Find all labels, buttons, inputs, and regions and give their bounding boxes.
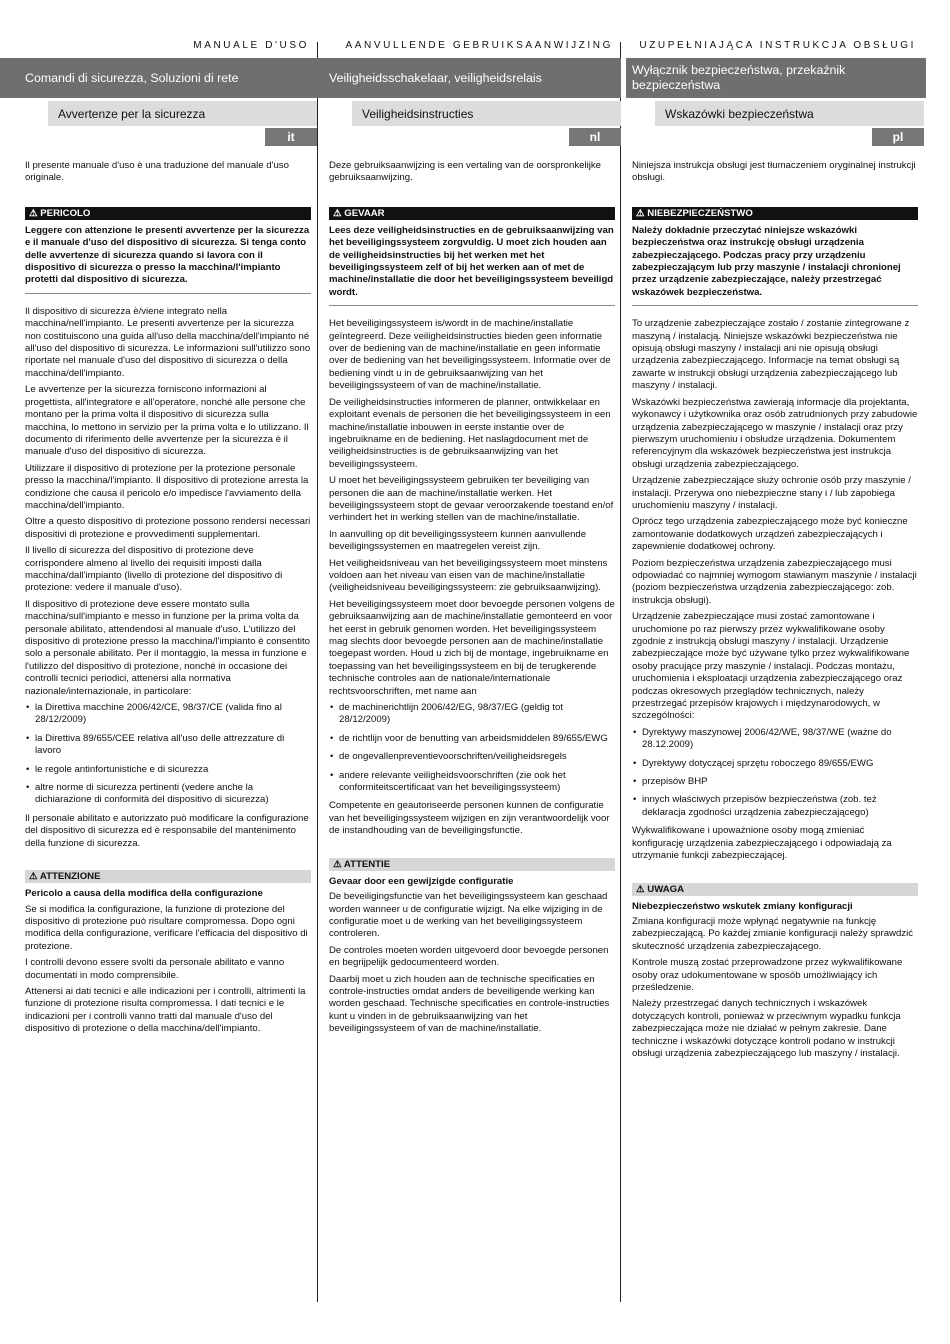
section-subtitle: Wskazówki bezpieczeństwa	[655, 101, 924, 126]
caution-box	[329, 858, 615, 1036]
caution-paragraph: De beveiligingsfunctie van het beveiligingssysteem kan geschaad worden wanneer u de configuratie wijzigt. Na elke wijziging in de configuratie moet u de werking van het beveiligingssysteem controleren.	[329, 891, 608, 940]
caution-title: Pericolo a causa della modifica della configurazione	[25, 888, 263, 900]
danger-label: ⚠ NIEBEZPIECZEŃSTWO	[632, 207, 918, 220]
regulation-list	[25, 702, 311, 807]
list-item: • Dyrektywy dotyczącej sprzętu roboczego 89/655/EWG	[632, 758, 918, 770]
after-text: Competente en geautoriseerde personen kunnen de configuratie van het beveiligingssysteem wijzigen en zijn verantwoordelijk voor de instandhouding van de beveiligingsfunctie.	[329, 800, 610, 837]
caution-paragraph: De controles moeten worden uitgevoerd door bevoegde personen en begrijpelijk gedocumenteerd worden.	[329, 944, 609, 969]
danger-box	[329, 207, 615, 306]
paragraph: Wskazówki bezpieczeństwa zawierają informacje dla projektanta, wykonawcy i użytkownika oraz osób zatrudnionych przy zabudowie urządzenia zabezpieczającego w maszynie / instalacji oraz przy pierwszym uruchomieniu i obsłudze urządzenia. Dokumentem referencyjnym dla wskazówek bezpieczeństwa jest instrukcja obsługi urządzenia zabezpieczającego.	[632, 396, 918, 470]
caution-box	[25, 870, 311, 1035]
section-title: Wyłącznik bezpieczeństwa, przekaźnik bezpieczeństwa	[626, 58, 926, 98]
caution-paragraph: Należy przestrzegać danych technicznych i wskazówek dotyczących kontroli, ponieważ w przeciwnym wypadku funkcja zabezpieczająca może nie działać w pełnym zakresie. Dane techniczne i wskazówki dotyczące kontroli podano w instrukcji obsługi urządzenia zabezpieczającego lub maszyny / instalacji.	[632, 998, 901, 1059]
danger-box	[632, 207, 918, 306]
caution-title: Gevaar door een gewijzigde configuratie	[329, 875, 514, 887]
column-divider	[620, 42, 621, 1302]
paragraph: Oprócz tego urządzenia zabezpieczającego może być konieczne zamontowanie dodatkowych urządzeń zabezpieczających i zapewnienie dodatkowej ochrony.	[632, 516, 908, 553]
section-subtitle: Avvertenze per la sicurezza	[48, 101, 317, 126]
list-item: • de machinerichtlijn 2006/42/EG, 98/37/EG (geldig tot 28/12/2009)	[329, 702, 615, 727]
list-item: • altre norme di sicurezza pertinenti (vedere anche la dichiarazione di conformità del dispositivo di sicurezza)	[25, 782, 311, 807]
section-subtitle: Veiligheidsinstructies	[352, 101, 621, 126]
caution-paragraphs	[25, 904, 311, 1036]
list-item: • le regole antinfortunistiche e di sicurezza	[25, 764, 311, 776]
regulation-list	[632, 727, 918, 819]
paragraph: Urządzenie zabezpieczające musi zostać zamontowane i uruchomione po raz pierwszy przez wykwalifikowane osoby zgodnie z instrukcją obsługi maszyny / instalacji. Urządzenie zabezpieczające może być używane tylko przez wykwalifikowane osoby pracujące przy maszynie / instalacji. Podczas montażu, uruchomienia i eksploatacji urządzenia zabezpieczającego oraz podczas okresowych przeglądów technicznych, należy przestrzegać przepisów krajowych i międzynarodowych, w szczególności:	[632, 611, 910, 722]
paragraph: Oltre a questo dispositivo di protezione possono rendersi necessari dispositivi di protezione e provvedimenti supplementari.	[25, 516, 311, 540]
caution-paragraph: Kontrole muszą zostać przeprowadzone przez wykwalifikowane osoby oraz udokumentowane w sposób umożliwiający ich prześledzenie.	[632, 957, 903, 993]
paragraph: Poziom bezpieczeństwa urządzenia zabezpieczającego musi odpowiadać co najmniej wymogom stawianym maszynie / instalacji (poziom bezpieczeństwa urządzenia zabezpieczającego: zob. instrukcja obsługi).	[632, 557, 917, 606]
paragraph: Il livello di sicurezza del dispositivo di protezione deve corrispondere almeno al livello dei requisiti imposti dalla macchina/dall'impianto (livello di protezione del dispositivo di protezione: vedere il manuale d'uso).	[25, 545, 283, 594]
language-tab: nl	[569, 128, 621, 146]
body-text	[25, 160, 311, 1040]
danger-text: Należy dokładnie przeczytać niniejsze wskazówki bezpieczeństwa oraz instrukcję obsługi urządzenia zabezpieczającego. Podczas pracy przy urządzeniu zabezpieczającym lub przy maszynie / instalacji chronionej przez urządzenie zabezpieczające, należy przestrzegać wskazówek bezpieczeństwa.	[632, 224, 901, 298]
caution-title: Niebezpieczeństwo wskutek zmiany konfiguracji	[632, 900, 853, 912]
paragraphs	[632, 318, 918, 723]
list-item: • de richtlijn voor de benutting van arbeidsmiddelen 89/655/EWG	[329, 733, 615, 745]
body-text	[329, 160, 615, 1040]
paragraph: Il dispositivo di sicurezza è/viene integrato nella macchina/nell'impianto. Le presenti avvertenze per la sicurezza non costituiscono una guida all'uso della macchina/dell'impianto né all'uso del dispositivo di sicurezza. Le informazioni sull'utilizzo sono riportate nel manuale d'uso del dispositivo di sicurezza o della macchina/dell'impianto.	[25, 305, 311, 379]
paragraph: Utilizzare il dispositivo di protezione per la protezione personale presso la macchina/l'impianto. Il dispositivo di protezione arresta la condizione che causa il pericolo e/o impedisce l'avviamento della macchina/dell'impianto.	[25, 462, 309, 511]
paragraph: Urządzenie zabezpieczające służy ochronie osób przy maszynie / instalacji. Przerywa ono niebezpieczne stany i / lub zapobiega uruchomieniu maszyny / instalacji.	[632, 475, 911, 511]
caution-paragraph: Zmiana konfiguracji może wpłynąć negatywnie na funkcję zabezpieczającą. Po każdej zmianie konfiguracji należy sprawdzić skuteczność urządzenia zabezpieczającego.	[632, 915, 914, 952]
paragraph: Il dispositivo di protezione deve essere montato sulla macchina/sull'impianto e messo in funzione per la prima volta da personale abilitato, attendendosi al manuale d'uso. L'utilizzo del dispositivo di protezione presso la macchina/l'impianto è consentito solo a personale abilitato. Per il montaggio, la messa in funzione e l'utilizzo del dispositivo di protezione, nonché in occasione dei controlli tecnici periodici, attenersi alla normativa nazionale/internazionale, in particolare:	[25, 598, 311, 697]
caution-paragraph: Daarbij moet u zich houden aan de technische specificaties en controle-instructies omdat anders de beveiligende werking kan worden geschaad. Technische specificaties en controle-instructies kunt u vinden in de gebruiksaanwijzing van het beveiligingssysteem of van de machine/installatie.	[329, 973, 610, 1035]
caution-label: ⚠ ATTENTIE	[329, 858, 615, 871]
list-item: • la Direttiva macchine 2006/42/CE, 98/37/CE (valida fino al 28/12/2009)	[25, 702, 311, 727]
paragraph: Het veiligheidsniveau van het beveiligingssysteem moet minstens voldoen aan het niveau van eisen van de machine/installatie (veiligheidsniveau beveiligingssysteem: zie gebruiksaanwijzing).	[329, 557, 608, 594]
danger-label: ⚠ PERICOLO	[25, 207, 311, 220]
paragraph: De veiligheidsinstructies informeren de planner, ontwikkelaar en exploitant evenals de personen die het beveiligingssysteem in een machine/installatie inbouwen in eerste instantie over de ingebruikname en de bediening. Het naslagdocument met de veiligheidsinstructies is de gebruiksaanwijzing van het beveiligingssysteem.	[329, 396, 611, 470]
list-item: • andere relevante veiligheidsvoorschriften (zie ook het conformiteitscertificaat van het beveiligingssysteem)	[329, 770, 615, 795]
column-divider	[317, 42, 318, 1302]
caution-label: ⚠ ATTENZIONE	[25, 870, 311, 883]
caution-paragraph: I controlli devono essere svolti da personale abilitato e vanno documentati in modo comprensibile.	[25, 957, 285, 981]
caution-label: ⚠ UWAGA	[632, 883, 918, 896]
paragraph: Le avvertenze per la sicurezza forniscono informazioni al progettista, all'integratore e all'operatore, nonché alle persone che montano per la prima volta il dispositivo di sicurezza sulla macchina, lo mettono in servizio per la prima volta e lo utilizzano. Il documento di riferimento delle avvertenze per la sicurezza è il manuale d'uso del dispositivo di sicurezza.	[25, 384, 309, 458]
caution-paragraph: Se si modifica la configurazione, la funzione di protezione del dispositivo di protezione può risultare compromessa. Dopo ogni modifica della configurazione, verificare l'efficacia del dispositivo di protezione.	[25, 903, 308, 952]
intro-text: Il presente manuale d'uso è una traduzione del manuale d'uso originale.	[25, 160, 289, 184]
danger-text: Lees deze veiligheidsinstructies en de gebruiksaanwijzing van het beveiligingssysteem zorgvuldig. U moet zich houden aan de veiligheidsinstructies bij het werken met het beveiligingssysteem zelf of bij het werken aan of met de machine/installatie die door het beveiligingssysteem beveiligd wordt.	[329, 224, 614, 298]
paragraphs	[329, 318, 615, 698]
paragraph: Het beveiligingssysteem moet door bevoegde personen volgens de gebruiksaanwijzing aan de machine/installatie gemonteerd en voor het eerst in gebruik genomen worden. Het beveiligingssysteem mag slechts door bevoegde personen aan de machine/installatie toegepast worden. Houd u zich bij de montage, ingebruikname en toepassing van het beveiligingssysteem en bij de terugkerende technische controles aan de nationale/internationale rechtsvoorschriften, met name aan	[329, 598, 615, 697]
after-text: Wykwalifikowane i upoważnione osoby mogą zmieniać konfigurację urządzenia zabezpieczającego i odpowiadają za utrzymanie funkcji zabezpieczającej.	[632, 825, 892, 862]
intro-text: Deze gebruiksaanwijzing is een vertaling van de oorspronkelijke gebruiksaanwijzing.	[329, 160, 601, 184]
section-title: Comandi di sicurezza, Soluzioni di rete	[0, 58, 317, 98]
language-tab: pl	[872, 128, 924, 146]
section-title: Veiligheidsschakelaar, veiligheidsrelais	[304, 58, 621, 98]
language-tab: it	[265, 128, 317, 146]
manual-header: MANUALE D'USO	[193, 40, 309, 51]
intro-text: Niniejsza instrukcja obsługi jest tłumaczeniem oryginalnej instrukcji obsługi.	[632, 160, 916, 184]
list-item: • innych właściwych przepisów bezpieczeństwa (zob. też deklaracja zgodności urządzenia zabezpieczającego)	[632, 794, 918, 819]
paragraph: In aanvulling op dit beveiligingssysteem kunnen aanvullende beveiligingssystemen en maatregelen vereist zijn.	[329, 528, 587, 553]
danger-label: ⚠ GEVAAR	[329, 207, 615, 220]
paragraph: U moet het beveiligingssysteem gebruiken ter beveiliging van personen die aan de machine/installatie werken. Het beveiligingssysteem stopt de gevaar veroorzakende toestand en/of verhindert het in werking stellen van de machine/installatie.	[329, 475, 614, 524]
manual-header: AANVULLENDE GEBRUIKSAANWIJZING	[345, 40, 613, 51]
paragraph: Het beveiligingssysteem is/wordt in de machine/installatie geïntegreerd. Deze veiligheidsinstructies bieden geen informatie over de bediening van de machine/installatie en geen informatie over de bediening van het beveiligingssysteem. Informatie over de bediening vindt u in de gebruiksaanwijzing van het beveiligingssysteem of van de machine/installatie.	[329, 318, 611, 392]
caution-paragraph: Attenersi ai dati tecnici e alle indicazioni per i controlli, altrimenti la funzione di protezione risulta compromessa. I dati tecnici e le indicazioni per i controlli vanno tratti dal manuale d'uso del dispositivo di protezione o della macchina/dell'impianto.	[25, 985, 306, 1035]
list-item: • przepisów BHP	[632, 776, 918, 788]
danger-box	[25, 207, 311, 294]
list-item: • la Direttiva 89/655/CEE relativa all'uso delle attrezzature di lavoro	[25, 733, 311, 758]
paragraph: To urządzenie zabezpieczające zostało / zostanie zintegrowane z maszyną / instalacją. Niniejsze wskazówki bezpieczeństwa nie opisują obsługi maszyny / instalacji ani nie opisują obsługi urządzenia zabezpieczającego. Informacje na temat obsługi są zawarte w instrukcji obsługi urządzenia zabezpieczającego lub maszyny / instalacji.	[632, 318, 910, 392]
caution-paragraphs	[329, 891, 615, 1035]
list-item: • de ongevallenpreventievoorschriften/veiligheidsregels	[329, 751, 615, 763]
caution-paragraphs	[632, 916, 918, 1060]
list-item: • Dyrektywy maszynowej 2006/42/WE, 98/37/WE (ważne do 28.12.2009)	[632, 727, 918, 752]
body-text	[632, 160, 918, 1064]
danger-text: Leggere con attenzione le presenti avvertenze per la sicurezza e il manuale d'uso del dispositivo di sicurezza. Si tenga conto delle avvertenze di sicurezza quando si lavora con il dispositivo di sicurezza o presso la macchina/l'impianto protetti dal dispositivo di sicurezza.	[25, 224, 310, 286]
regulation-list	[329, 702, 615, 794]
after-text: Il personale abilitato e autorizzato può modificare la configurazione del dispositivo di sicurezza ed è responsabile del mantenimento della funzione di sicurezza.	[25, 812, 309, 849]
paragraphs	[25, 306, 311, 698]
manual-header: UZUPEŁNIAJĄCA INSTRUKCJA OBSŁUGI	[639, 40, 916, 51]
caution-box	[632, 883, 918, 1061]
